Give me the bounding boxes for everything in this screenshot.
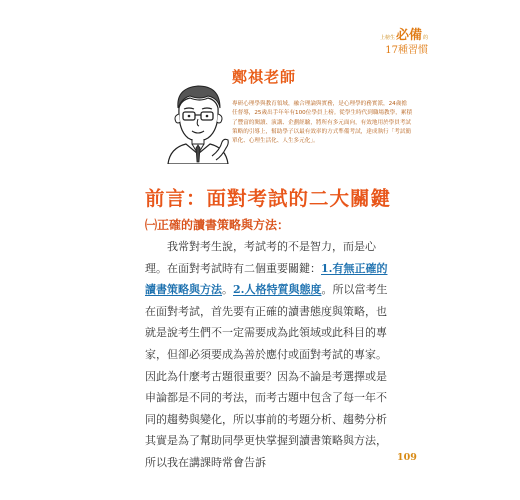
key-point-one: 1.有無正確的讀書策略與方法 [145, 261, 388, 297]
body-text-main: 。所以當考生在面對考試，首先要有正確的讀書態度與策略，也就是說考生們不一定需要成為此領域或此科目的專家，但卻必須要成為善於應付或面對考試的專家。因此為什麼考古題很重要？因為不論是考選擇或是申論都是不同的考法，而考古題中包含了每一年不同的趨勢與變化，所以事前的考題分析、趨勢分析其實是為了幫助同學更快掌握到讀書策略與方法，所以我在講課時常會告訴 [145, 283, 388, 469]
series-suffix-label: 的 [422, 35, 428, 41]
series-title-highlight: 必備 [395, 28, 422, 43]
key-point-two: 2.人格特質與態度 [233, 283, 322, 297]
author-bio: 專研心理學與教育領域，融合理論與實務，是心理學的務實派，24歲擔任督導，25歲出手年年有100位學員上榜。從學生時代到職場教學，累積了豐富的閱讀、演講、企劃經驗，將所有多元面向，有效地用於學員考試策略的引導上，幫助學子以最有效率的方式準備考試，達成執行「考試簡單化、心理生活化、人生多元化」。 [232, 101, 413, 145]
series-top-label: 上榜生 [379, 35, 395, 41]
series-subtitle: 17種習慣 [385, 45, 428, 56]
page-number: 109 [397, 452, 417, 463]
body-paragraph [145, 236, 393, 474]
author-portrait-illustration [156, 78, 242, 164]
series-header [380, 24, 428, 56]
subsection-heading: ㈠正確的讀書策略與方法： [145, 218, 290, 232]
body-separator: 。 [222, 283, 233, 297]
body-text-intro: 我常對考生說，考試考的不是智力，而是心理。在面對考試時有二個重要關鍵： [145, 240, 376, 275]
chapter-title: 前言：面對考試的二大關鍵 [145, 187, 392, 210]
author-name: 鄭祺老師 [232, 68, 297, 86]
